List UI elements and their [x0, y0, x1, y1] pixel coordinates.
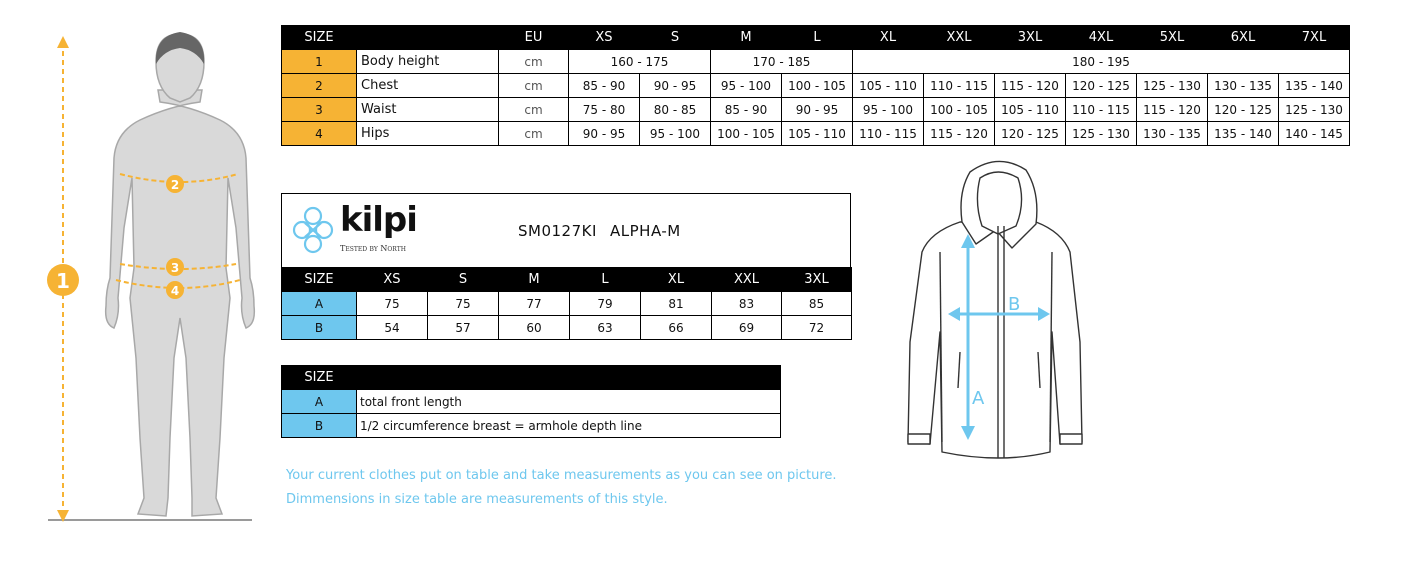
- unit-cell: cm: [499, 98, 569, 122]
- table-cell: 100 - 105: [924, 98, 995, 122]
- jacket-label-b: B: [1008, 294, 1021, 315]
- header-cell: XXL: [712, 268, 782, 292]
- header-cell: [357, 366, 781, 390]
- table-row: [282, 74, 1350, 98]
- header-cell: SIZE: [282, 366, 357, 390]
- unit-cell: cm: [499, 74, 569, 98]
- table-cell: 80 - 85: [640, 98, 711, 122]
- header-cell: S: [640, 26, 711, 50]
- header-cell: XS: [357, 268, 428, 292]
- header-cell: L: [570, 268, 641, 292]
- table-cell: 83: [712, 292, 782, 316]
- measurement-legend-table: [281, 365, 781, 438]
- note-line-1: Your current clothes put on table and take measurements as you can see on picture.: [286, 468, 837, 483]
- table-cell: 105 - 110: [995, 98, 1066, 122]
- table-cell: 110 - 115: [924, 74, 995, 98]
- row-number: 3: [282, 98, 357, 122]
- table-cell: 81: [641, 292, 712, 316]
- marker-4: 4: [170, 284, 180, 298]
- row-number: 4: [282, 122, 357, 146]
- table-cell: 130 - 135: [1208, 74, 1279, 98]
- table-cell: 115 - 120: [1137, 98, 1208, 122]
- row-label: Chest: [357, 74, 499, 98]
- header-cell: XL: [641, 268, 712, 292]
- row-label: Waist: [357, 98, 499, 122]
- row-label: Hips: [357, 122, 499, 146]
- row-number: 1: [282, 50, 357, 74]
- brand-box: [281, 193, 851, 267]
- table-cell: 125 - 130: [1137, 74, 1208, 98]
- header-cell: XXL: [924, 26, 995, 50]
- table-row: [282, 98, 1350, 122]
- table-cell: 135 - 140: [1208, 122, 1279, 146]
- table-cell: 90 - 95: [782, 98, 853, 122]
- unit-cell: cm: [499, 50, 569, 74]
- table-cell: 160 - 175: [569, 50, 711, 74]
- table-cell: 63: [570, 316, 641, 340]
- row-label: Body height: [357, 50, 499, 74]
- header-cell: EU: [499, 26, 569, 50]
- header-cell: M: [711, 26, 782, 50]
- legend-description: total front length: [357, 390, 781, 414]
- brand-logo-text: kilpi: [340, 200, 417, 240]
- product-code: SM0127KI: [518, 222, 597, 240]
- header-cell: XL: [853, 26, 924, 50]
- table-cell: 120 - 125: [1066, 74, 1137, 98]
- marker-3: 3: [170, 261, 180, 275]
- table-cell: 95 - 100: [711, 74, 782, 98]
- table-row: [282, 414, 781, 438]
- size-table-header: [282, 26, 1350, 50]
- kilpi-knot-icon: [290, 204, 336, 256]
- marker-1: 1: [56, 269, 70, 293]
- table-cell: 125 - 130: [1279, 98, 1350, 122]
- table-row: [282, 390, 781, 414]
- table-cell: 54: [357, 316, 428, 340]
- header-cell: XS: [569, 26, 640, 50]
- header-cell: 7XL: [1279, 26, 1350, 50]
- row-label: B: [282, 414, 357, 438]
- table-cell: 72: [782, 316, 852, 340]
- table-cell: 85: [782, 292, 852, 316]
- table-cell: 140 - 145: [1279, 122, 1350, 146]
- table-cell: 79: [570, 292, 641, 316]
- body-figure: [40, 28, 265, 528]
- row-label: A: [282, 292, 357, 316]
- style-table-header: [282, 268, 852, 292]
- table-cell: 69: [712, 316, 782, 340]
- table-cell: 75 - 80: [569, 98, 640, 122]
- header-cell: 4XL: [1066, 26, 1137, 50]
- table-cell: 90 - 95: [569, 122, 640, 146]
- header-cell: SIZE: [282, 268, 357, 292]
- note-line-2: Dimmensions in size table are measurements of this style.: [286, 492, 668, 507]
- header-cell: L: [782, 26, 853, 50]
- table-cell: 115 - 120: [924, 122, 995, 146]
- table-cell: 66: [641, 316, 712, 340]
- table-row: [282, 292, 852, 316]
- row-label: B: [282, 316, 357, 340]
- table-cell: 85 - 90: [711, 98, 782, 122]
- table-cell: 120 - 125: [1208, 98, 1279, 122]
- table-cell: 130 - 135: [1137, 122, 1208, 146]
- header-cell: 5XL: [1137, 26, 1208, 50]
- row-label: A: [282, 390, 357, 414]
- table-cell: 100 - 105: [711, 122, 782, 146]
- table-cell: 110 - 115: [1066, 98, 1137, 122]
- table-cell: 57: [428, 316, 499, 340]
- header-cell: S: [428, 268, 499, 292]
- table-cell: 95 - 100: [640, 122, 711, 146]
- header-cell: M: [499, 268, 570, 292]
- brand-tagline: Tested by North: [340, 244, 406, 253]
- table-row: [282, 316, 852, 340]
- header-cell: 3XL: [995, 26, 1066, 50]
- table-cell: 125 - 130: [1066, 122, 1137, 146]
- header-cell: 6XL: [1208, 26, 1279, 50]
- jacket-label-a: A: [972, 388, 985, 409]
- table-cell: 105 - 110: [853, 74, 924, 98]
- header-cell: 3XL: [782, 268, 852, 292]
- table-cell: 60: [499, 316, 570, 340]
- table-cell: 135 - 140: [1279, 74, 1350, 98]
- legend-header: [282, 366, 781, 390]
- table-cell: 120 - 125: [995, 122, 1066, 146]
- header-cell: SIZE: [282, 26, 357, 50]
- marker-2: 2: [170, 178, 180, 192]
- unit-cell: cm: [499, 122, 569, 146]
- table-row: [282, 50, 1350, 74]
- table-cell: 180 - 195: [853, 50, 1350, 74]
- size-table: [281, 25, 1350, 146]
- table-cell: 115 - 120: [995, 74, 1066, 98]
- table-cell: 75: [428, 292, 499, 316]
- row-number: 2: [282, 74, 357, 98]
- table-cell: 75: [357, 292, 428, 316]
- style-measurement-table: [281, 267, 852, 340]
- header-cell: [357, 26, 499, 50]
- jacket-diagram: [900, 152, 1100, 472]
- legend-description: 1/2 circumference breast = armhole depth line: [357, 414, 781, 438]
- table-cell: 170 - 185: [711, 50, 853, 74]
- table-cell: 85 - 90: [569, 74, 640, 98]
- table-cell: 95 - 100: [853, 98, 924, 122]
- table-cell: 90 - 95: [640, 74, 711, 98]
- table-cell: 77: [499, 292, 570, 316]
- table-cell: 110 - 115: [853, 122, 924, 146]
- product-name: ALPHA-M: [610, 222, 681, 240]
- table-cell: 100 - 105: [782, 74, 853, 98]
- table-row: [282, 122, 1350, 146]
- table-cell: 105 - 110: [782, 122, 853, 146]
